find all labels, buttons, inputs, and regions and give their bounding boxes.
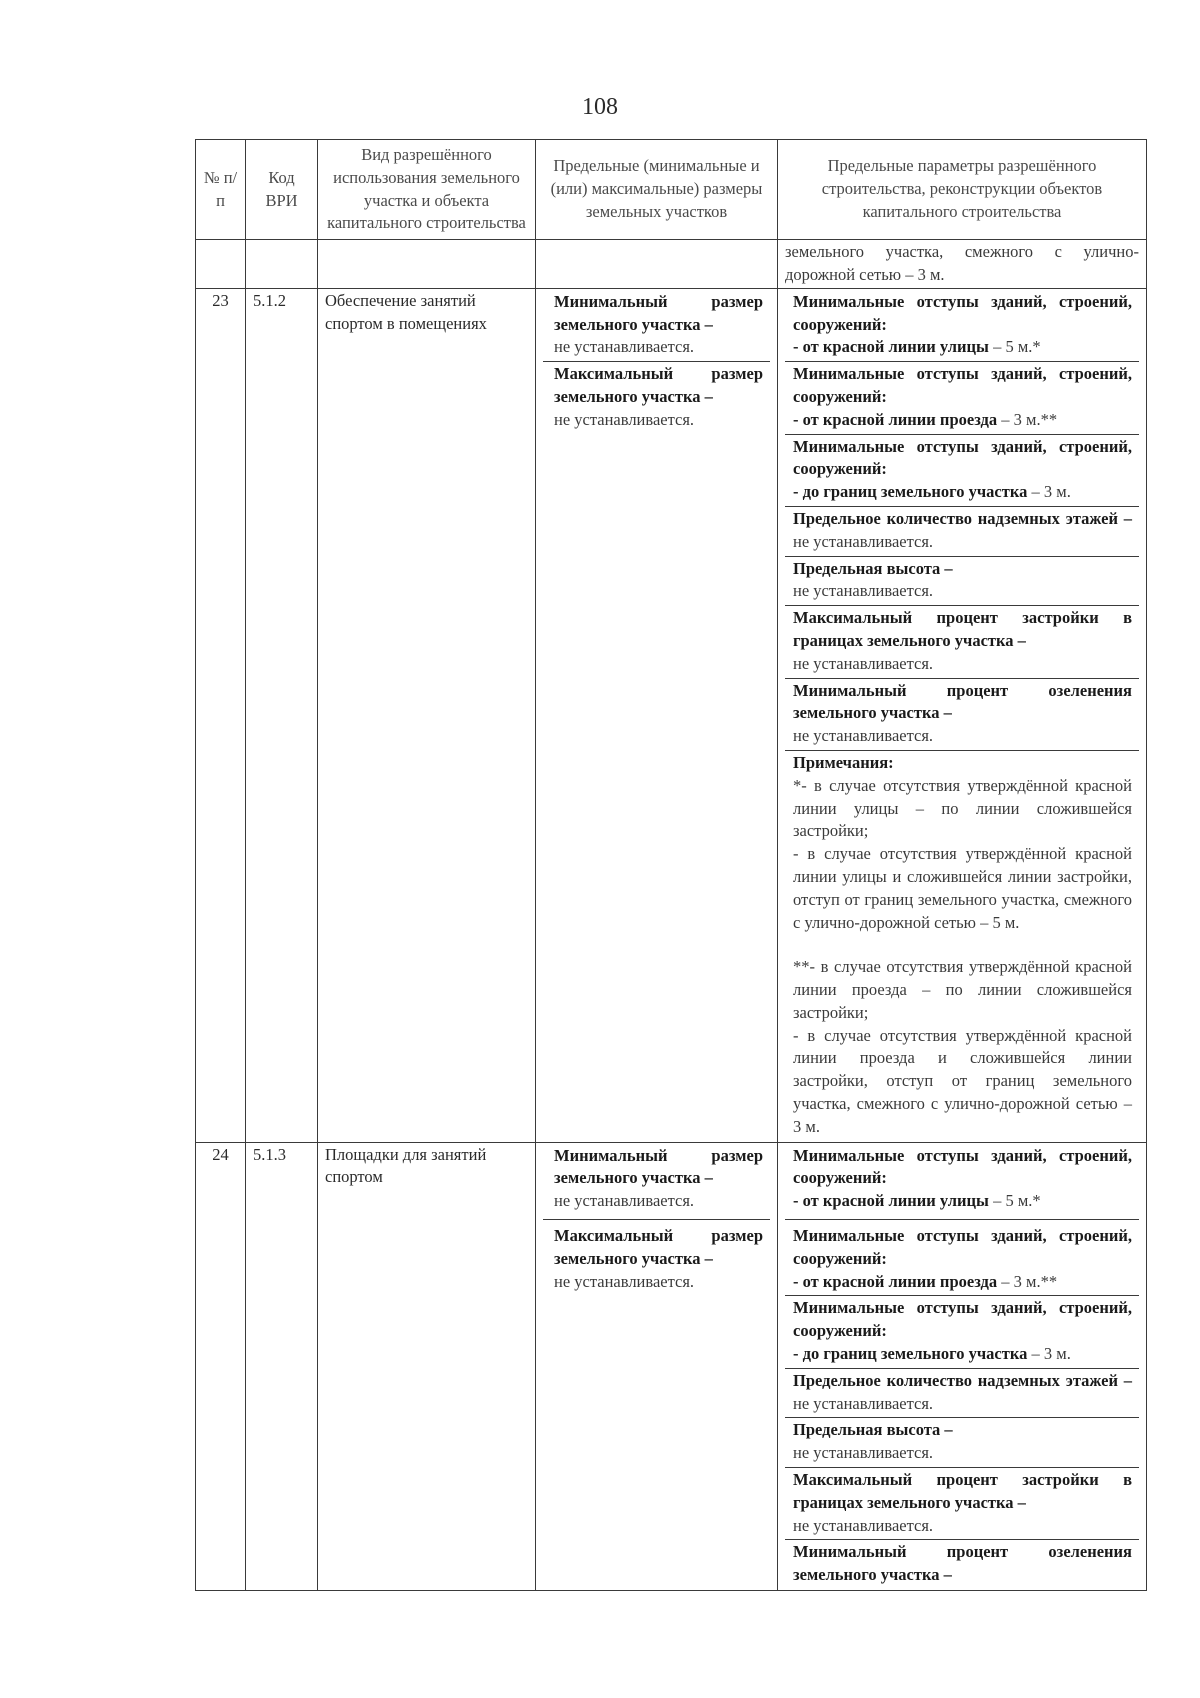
param-min-green: Минимальный процент озеленения земельного участка – не устанавливается.	[785, 678, 1139, 750]
row-num: 24	[196, 1142, 246, 1590]
note-p4: - в случае отсутствия утверждённой красной линии проезда и сложившейся линии застройки, отступ от границ земельного участка, смежного с улично-дорожной сетью – 3 м.	[793, 1025, 1132, 1136]
param-setback-border: Минимальные отступы зданий, строений, сооружений: - до границ земельного участка – 3 м.	[785, 434, 1139, 506]
note-p3: **- в случае отсутствия утверждённой красной линии проезда – по линии сложившейся застройки;	[793, 957, 1132, 1022]
size-max: Максимальный размер земельного участка – не устанавливается.	[554, 1226, 763, 1291]
size-min: Минимальный размер земельного участка – не устанавливается.	[543, 1144, 770, 1220]
row-code: 5.1.2	[246, 288, 318, 1142]
table-header-row	[196, 140, 1147, 240]
param-height: Предельная высота – не устанавливается.	[785, 1418, 1139, 1468]
param-max-building: Максимальный процент застройки в границах земельного участка – не устанавливается.	[785, 606, 1139, 678]
header-params: Предельные параметры разрешённого строительства, реконструкции объектов капитального строительства	[778, 140, 1147, 240]
notes-title: Примечания:	[793, 752, 894, 772]
regulations-table	[195, 139, 1147, 1591]
page-number: 108	[582, 94, 618, 120]
param-max-building: Максимальный процент застройки в границах земельного участка – не устанавливается.	[785, 1468, 1139, 1540]
row-use: Площадки для занятий спортом	[318, 1142, 536, 1590]
notes	[785, 750, 1139, 1140]
row-sizes	[536, 288, 778, 1142]
row-params	[778, 1142, 1147, 1590]
size-min: Минимальный размер земельного участка – не устанавливается.	[543, 290, 770, 362]
row-sizes	[536, 1142, 778, 1590]
note-p1: *- в случае отсутствия утверждённой красной линии улицы – по линии сложившейся застройки;	[793, 775, 1132, 841]
param-min-green: Минимальный процент озеленения земельного участка –	[793, 1542, 1132, 1585]
header-use: Вид разрешённого использования земельного участка и объекта капитального строительства	[318, 140, 536, 240]
param-floors: Предельное количество надземных этажей – не устанавливается.	[785, 506, 1139, 556]
row-code: 5.1.3	[246, 1142, 318, 1590]
row-use: Обеспечение занятий спортом в помещениях	[318, 288, 536, 1142]
param-setback-passage: Минимальные отступы зданий, строений, сооружений: - от красной линии проезда – 3 м.**	[785, 362, 1139, 434]
table-row-23	[196, 288, 1147, 1142]
param-floors: Предельное количество надземных этажей – не устанавливается.	[785, 1368, 1139, 1418]
row-num: 23	[196, 288, 246, 1142]
size-max: Максимальный размер земельного участка – не устанавливается.	[554, 364, 763, 429]
header-num: № п/п	[196, 140, 246, 240]
note-p2: - в случае отсутствия утверждённой красной линии улицы и сложившейся линии застройки, отступ от границ земельного участка, смежного с улично-дорожной сетью – 5 м.	[793, 844, 1132, 932]
param-setback-border: Минимальные отступы зданий, строений, сооружений: - до границ земельного участка – 3 м.	[785, 1296, 1139, 1368]
continuation-text: земельного участка, смежного с улично-дорожной сетью – 3 м.	[778, 240, 1147, 289]
param-setback-street: Минимальные отступы зданий, строений, сооружений: - от красной линии улицы – 5 м.*	[785, 1144, 1139, 1220]
continuation-row	[196, 240, 1147, 289]
param-height: Предельная высота – не устанавливается.	[785, 556, 1139, 606]
table-row-24	[196, 1142, 1147, 1590]
header-sizes: Предельные (минимальные и (или) максимальные) размеры земельных участков	[536, 140, 778, 240]
header-code: Код ВРИ	[246, 140, 318, 240]
param-setback-passage: Минимальные отступы зданий, строений, сооружений: - от красной линии проезда – 3 м.**	[785, 1220, 1139, 1296]
param-setback-street: Минимальные отступы зданий, строений, сооружений: - от красной линии улицы – 5 м.*	[785, 290, 1139, 362]
row-params	[778, 288, 1147, 1142]
